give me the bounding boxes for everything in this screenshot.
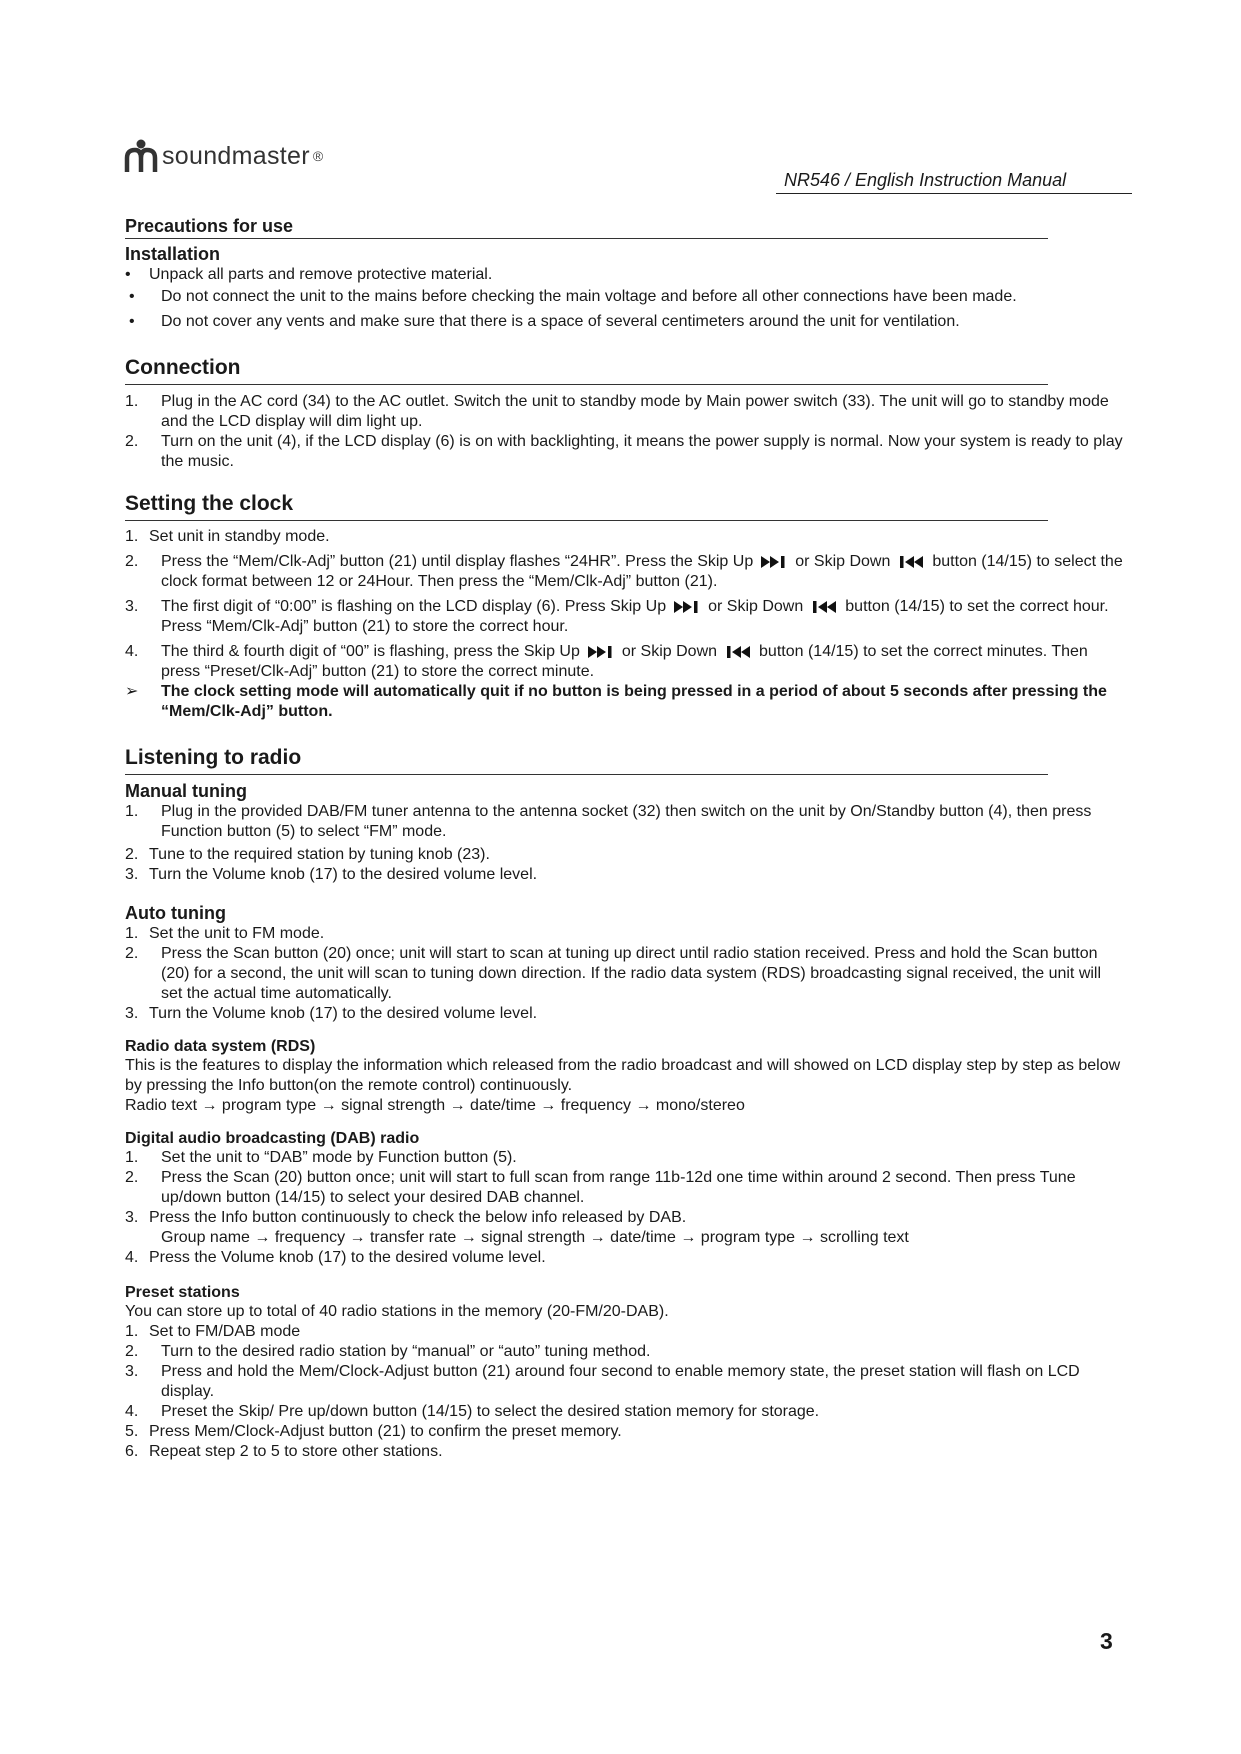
document-title: NR546 / English Instruction Manual <box>776 170 1132 194</box>
list-item: • Do not cover any vents and make sure that there is a space of several centimeters around the unit for ventilation. <box>129 313 960 330</box>
bullet-icon: • <box>129 313 135 330</box>
skip-up-icon <box>588 645 614 659</box>
registered-mark: ® <box>312 148 324 164</box>
list-item: • Do not connect the unit to the mains before checking the main voltage and before all other connections have been made. <box>129 288 1017 305</box>
rds-description: This is the features to display the information which released from the radio broadcast and will showed on LCD display step by step as below by pressing the Info button(on the remote control) continuously. <box>125 1057 1121 1094</box>
list-item: 1. Set unit in standby mode. <box>125 528 330 545</box>
dab-flow: Group name → frequency → transfer rate → signal strength → date/time → program type → scrolling text <box>161 1229 909 1246</box>
skip-up-icon <box>761 555 787 569</box>
auto-tuning-list <box>125 924 1125 1024</box>
rds-flow: Radio text → program type → signal strength → date/time → frequency → mono/stereo <box>125 1097 745 1114</box>
connection-list <box>125 392 1125 472</box>
brand-logo <box>124 136 323 176</box>
list-item: 1. Plug in the provided DAB/FM tuner antenna to the antenna socket (32) then switch on the unit by On/Standby button (4), then press Function button (5) to select “FM” mode. <box>125 803 1092 840</box>
manual-tuning-heading: Manual tuning <box>125 781 247 801</box>
dab-list <box>125 1148 1125 1268</box>
radio-heading: Listening to radio <box>125 746 1048 775</box>
list-item: • Unpack all parts and remove protective material. <box>125 266 493 283</box>
preset-heading: Preset stations <box>125 1284 240 1301</box>
page-content <box>125 216 1125 1462</box>
page-number: 3 <box>1100 1628 1113 1654</box>
preset-list <box>125 1322 1125 1462</box>
brand-name: soundmaster <box>162 141 310 170</box>
manual-tuning-list <box>125 802 1125 885</box>
list-item: 6. Repeat step 2 to 5 to store other stations. <box>125 1443 443 1460</box>
bullet-icon: • <box>129 288 135 305</box>
auto-tuning-heading: Auto tuning <box>125 903 226 923</box>
list-item: 1. Set the unit to FM mode. <box>125 925 325 942</box>
skip-down-icon <box>725 645 751 659</box>
soundmaster-logo-icon <box>124 138 158 174</box>
preset-intro: You can store up to total of 40 radio stations in the memory (20-FM/20-DAB). <box>125 1303 669 1320</box>
list-item: 3. The first digit of “0:00” is flashing on the LCD display (6). Press Skip Up or Skip Down button (14/15) to set the correct hour. Press “Mem/Clk-Adj” button (21) to store the correct hour. <box>125 598 1109 635</box>
list-item: 2. Press the “Mem/Clk-Adj” button (21) until display flashes “24HR”. Press the Skip Up or Skip Down button (14/15) to select the clock format between 12 or 24Hour. Then press the “Mem/Clk-Adj” button (21). <box>125 553 1123 590</box>
list-item: 2. Turn on the unit (4), if the LCD display (6) is on with backlighting, it means the power supply is normal. Now your system is ready to play the music. <box>125 433 1123 470</box>
clock-heading: Setting the clock <box>125 492 1048 521</box>
list-item: 2. Turn to the desired radio station by “manual” or “auto” tuning method. <box>125 1343 651 1360</box>
list-item: 4. Press the Volume knob (17) to the desired volume level. <box>125 1249 546 1266</box>
list-item: 1. Plug in the AC cord (34) to the AC outlet. Switch the unit to standby mode by Main power switch (33). The unit will go to standby mode and the LCD display will dim light up. <box>125 393 1109 430</box>
list-item: 4. Preset the Skip/ Pre up/down button (14/15) to select the desired station memory for storage. <box>125 1403 820 1420</box>
installation-list <box>125 265 1125 332</box>
list-item: 2. Press the Scan (20) button once; unit will start to full scan from range 11b-12d one time within around 2 second. Then press Tune up/down button (14/15) to select your desired DAB channel. <box>125 1169 1076 1206</box>
list-item: 3. Press and hold the Mem/Clock-Adjust button (21) around four second to enable memory state, the preset station will flash on LCD display. <box>125 1363 1080 1400</box>
installation-heading: Installation <box>125 244 221 264</box>
list-item: 4. The third & fourth digit of “00” is flashing, press the Skip Up or Skip Down button (14/15) to set the correct minutes. Then press “Preset/Clk-Adj” button (21) to store the correct minute. <box>125 643 1088 680</box>
skip-down-icon <box>811 600 837 614</box>
list-item: 1. Set the unit to “DAB” mode by Function button (5). <box>125 1149 517 1166</box>
list-item: 2. Press the Scan button (20) once; unit will start to scan at tuning up direct until radio station received. Press and hold the Scan button (20) for a second, the unit will scan to tuning down direction. If the radio data system (RDS) broadcasting signal received, the unit will set the actual time automatically. <box>125 945 1102 1002</box>
skip-up-icon <box>674 600 700 614</box>
list-item: 1. Set to FM/DAB mode <box>125 1323 301 1340</box>
arrow-bullet-icon: ➢ <box>125 683 139 700</box>
list-item: 5. Press Mem/Clock-Adjust button (21) to confirm the preset memory. <box>125 1423 622 1440</box>
rds-heading: Radio data system (RDS) <box>125 1038 316 1055</box>
skip-down-icon <box>898 555 924 569</box>
bullet-icon: • <box>125 266 131 283</box>
clock-list <box>125 527 1125 722</box>
list-item: 3. Press the Info button continuously to check the below info released by DAB. <box>125 1209 687 1226</box>
list-item: 3. Turn the Volume knob (17) to the desired volume level. <box>125 866 538 883</box>
list-item: 3. Turn the Volume knob (17) to the desired volume level. <box>125 1005 538 1022</box>
dab-heading: Digital audio broadcasting (DAB) radio <box>125 1130 420 1147</box>
clock-note: ➢ The clock setting mode will automatically quit if no button is being pressed in a period of about 5 seconds after pressing the “Mem/Clk-Adj” button. <box>125 683 1107 720</box>
precautions-heading: Precautions for use <box>125 216 1048 239</box>
list-item: 2. Tune to the required station by tuning knob (23). <box>125 846 490 863</box>
connection-heading: Connection <box>125 356 1048 385</box>
